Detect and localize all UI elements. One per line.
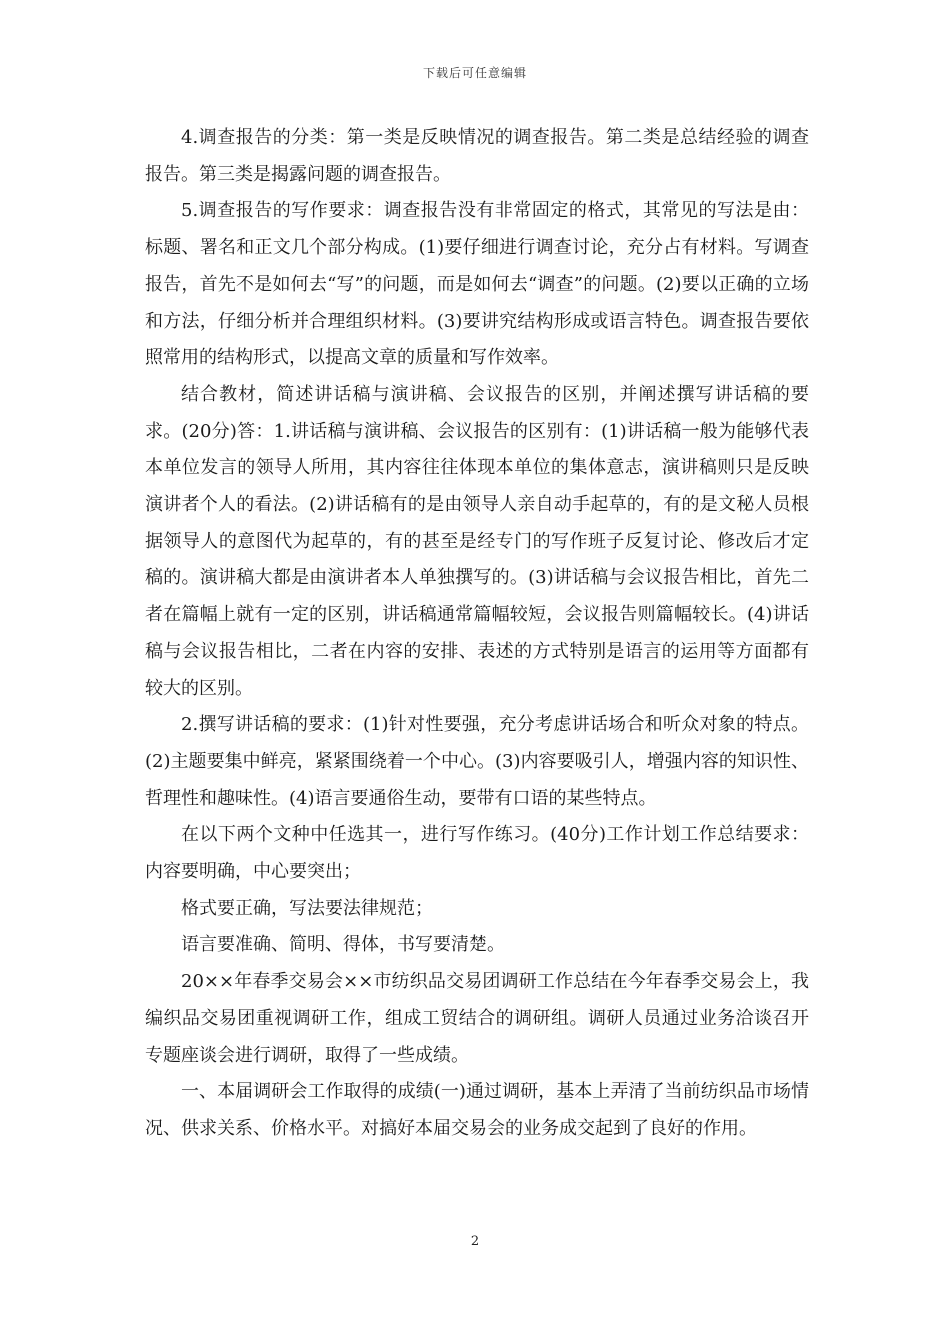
paragraph-speech-draft-differences: 结合教材，简述讲话稿与演讲稿、会议报告的区别，并阐述撰写讲话稿的要求。(20分)答：1.讲话稿与演讲稿、会议报告的区别有：(1)讲话稿一般为能够代表本单位发言的领导人所用，其内容往往体现本单位的集体意志，演讲稿则只是反映演讲者个人的看法。(2)讲话稿有的是由领导人亲自动手起草的，有的是文秘人员根据领导人的意图代为起草的，有的甚至是经专门的写作班子反复讨论、修改后才定稿的。演讲稿大都是由演讲者本人单独撰写的。(3)讲话稿与会议报告相比，首先二者在篇幅上就有一定的区别，讲话稿通常篇幅较短，会议报告则篇幅较长。(4)讲话稿与会议报告相比，二者在内容的安排、表述的方式特别是语言的运用等方面都有较大的区别。 <box>145 383 809 699</box>
paragraph-report-categories: 4.调查报告的分类：第一类是反映情况的调查报告。第二类是总结经验的调查报告。第三类是揭露问题的调查报告。 <box>145 127 809 185</box>
paragraph-speech-draft-requirements: 2.撰写讲话稿的要求：(1)针对性要强，充分考虑讲话场合和听众对象的特点。(2)主题要集中鲜亮，紧紧围绕着一个中心。(3)内容要吸引人，增强内容的知识性、哲理性和趣味性。(4)语言要通俗生动，要带有口语的某些特点。 <box>145 714 809 809</box>
paragraph-summary-intro: 20××年春季交易会××市纺织品交易团调研工作总结在今年春季交易会上，我编织品交易团重视调研工作，组成工贸结合的调研组。调研人员通过业务洽谈召开专题座谈会进行调研，取得了一些成绩。 <box>145 971 809 1066</box>
paragraph-report-writing-requirements: 5.调查报告的写作要求：调查报告没有非常固定的格式，其常见的写法是由：标题、署名和正文几个部分构成。(1)要仔细进行调查讨论，充分占有材料。写调查报告，首先不是如何去“写”的问题，而是如何去“调查”的问题。(2)要以正确的立场和方法，仔细分析并合理组织材料。(3)要讲究结构形成或语言特色。调查报告要依照常用的结构形式，以提高文章的质量和写作效率。 <box>145 200 809 369</box>
page-header-note: 下载后可任意编辑 <box>422 66 527 80</box>
paragraph-format-requirement: 格式要正确，写法要法律规范； <box>181 897 433 919</box>
paragraph-writing-exercise: 在以下两个文种中任选其一，进行写作练习。(40分)工作计划工作总结要求：内容要明确，中心要突出； <box>145 824 809 883</box>
paragraph-language-requirement: 语言要准确、简明、得体，书写要清楚。 <box>181 934 505 956</box>
document-body <box>145 120 809 1148</box>
paragraph-summary-achievements: 一、本届调研会工作取得的成绩(一)通过调研，基本上弄清了当前纺织品市场情况、供求关系、价格水平。对搞好本届交易会的业务成交起到了良好的作用。 <box>145 1081 809 1139</box>
page-number: 2 <box>470 1234 480 1249</box>
